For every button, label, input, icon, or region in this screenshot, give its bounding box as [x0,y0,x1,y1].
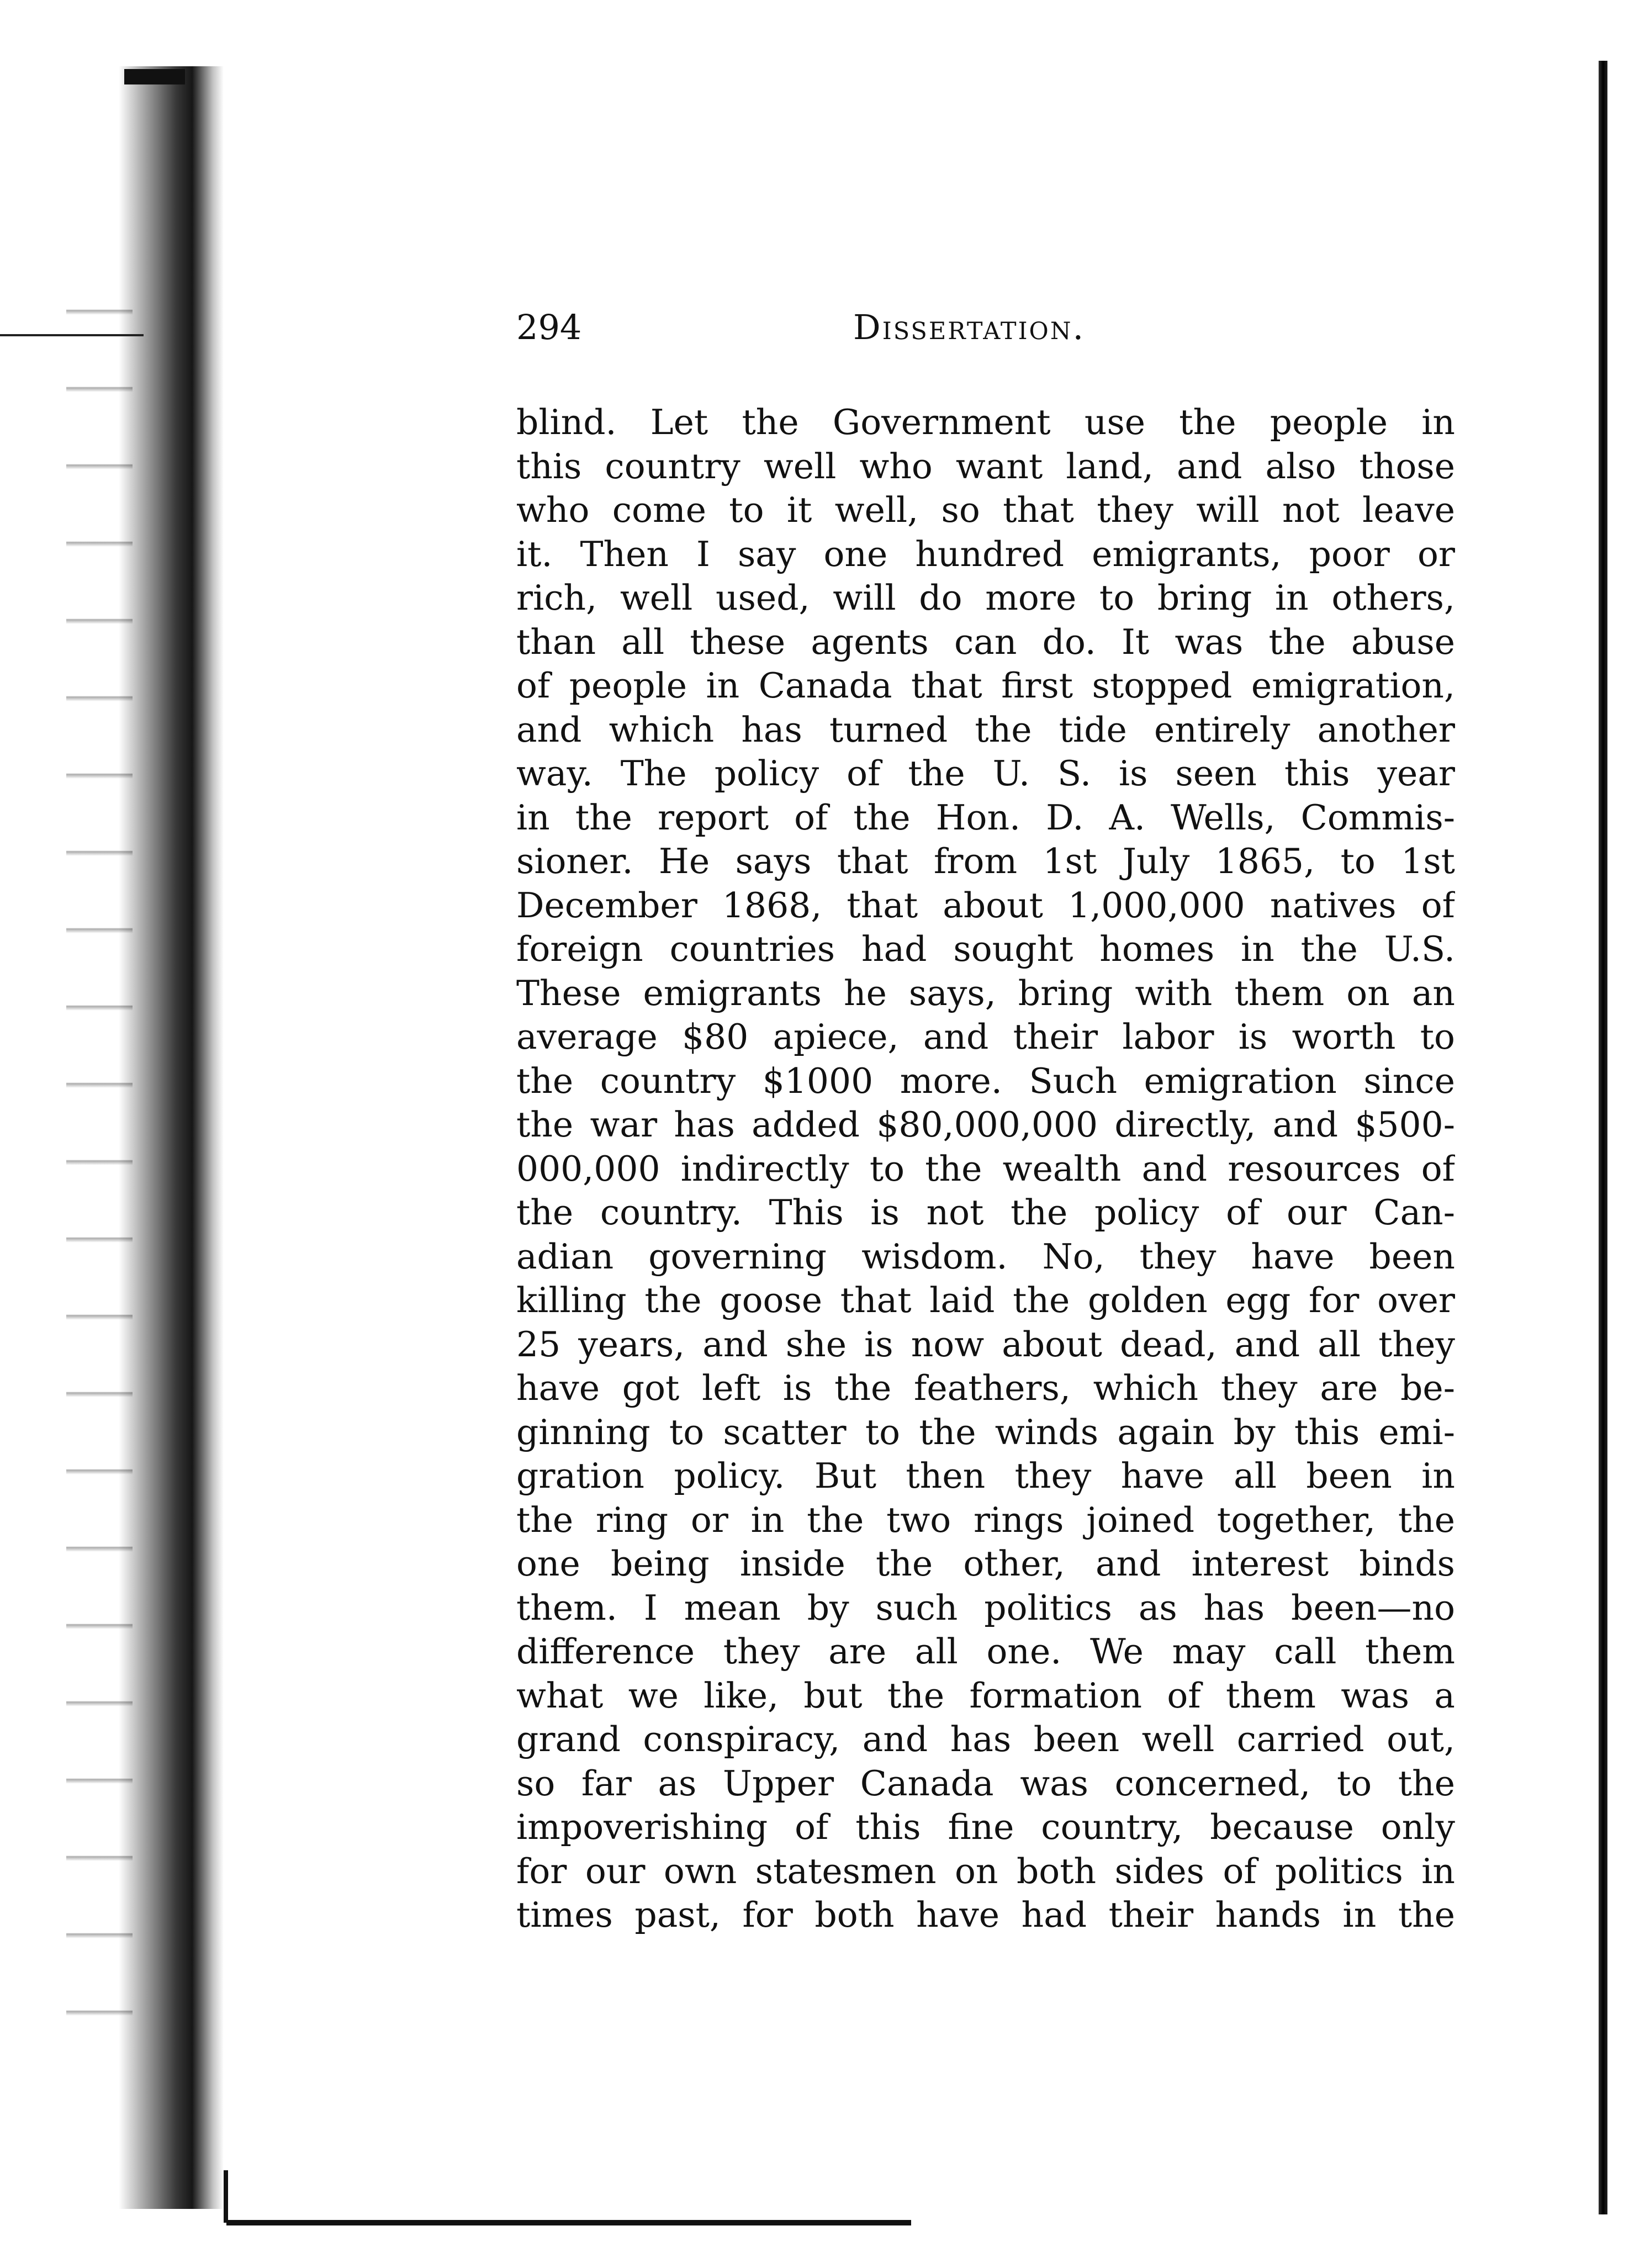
text-line: impoverishing of this fine country, because only [516,1807,1455,1847]
text-line: so far as Upper Canada was concerned, to the [516,1763,1455,1804]
text-line: one being inside the other, and interest binds [516,1543,1455,1584]
text-line: the country. This is not the policy of our Can- [516,1192,1455,1233]
text-line: December 1868, that about 1,000,000 natives of [516,885,1455,926]
text-line: of people in Canada that first stopped emigration, [516,665,1455,706]
binding-artifacts [66,276,133,2043]
text-line: have got left is the feathers, which they are be- [516,1368,1455,1408]
text-line: rich, well used, will do more to bring in others, [516,578,1455,618]
text-line: the war has added $80,000,000 directly, and $500- [516,1104,1455,1145]
text-line: who come to it well, so that they will not leave [516,490,1455,530]
text-line: than all these agents can do. It was the abuse [516,621,1455,662]
text-line: the ring or in the two rings joined together, the [516,1499,1455,1540]
running-title: Dissertation. [853,307,1086,347]
text-line: in the report of the Hon. D. A. Wells, Commis- [516,797,1455,838]
text-line: difference they are all one. We may call them [516,1631,1455,1672]
text-line: gration policy. But then they have all been in [516,1456,1455,1496]
text-line: foreign countries had sought homes in the U.S. [516,929,1455,969]
text-line: killing the goose that laid the golden egg for over [516,1280,1455,1320]
text-line: sioner. He says that from 1st July 1865, to 1st [516,841,1455,881]
text-line: way. The policy of the U. S. is seen this year [516,753,1455,794]
text-line: what we like, but the formation of them was a [516,1675,1455,1716]
text-line: 25 years, and she is now about dead, and all they [516,1324,1455,1365]
text-line: 000,000 indirectly to the wealth and resources of [516,1148,1455,1189]
body-text [516,400,1455,1937]
page-number: 294 [516,307,582,347]
text-line: for our own statesmen on both sides of politics in [516,1851,1455,1891]
text-line: ginning to scatter to the winds again by this emi- [516,1411,1455,1452]
text-line: the country $1000 more. Such emigration since [516,1060,1455,1101]
text-line: adian governing wisdom. No, they have been [516,1236,1455,1277]
text-line: blind. Let the Government use the people in [516,402,1455,442]
bottom-page-edge [226,2220,911,2225]
text-line: this country well who want land, and also those [516,446,1455,487]
text-line: times past, for both have had their hands in the [516,1895,1455,1935]
binding-mark [124,69,185,84]
text-line: it. Then I say one hundred emigrants, poor or [516,533,1455,574]
right-page-edge [1599,61,1607,2214]
text-line: them. I mean by such politics as has been—no [516,1587,1455,1628]
text-line: and which has turned the tide entirely another [516,709,1455,750]
bottom-corner-mark [224,2170,228,2223]
text-line: grand conspiracy, and has been well carried out, [516,1719,1455,1759]
running-header [516,305,1455,355]
margin-rule [0,334,144,336]
text-line: These emigrants he says, bring with them on an [516,972,1455,1013]
binding-shadow [119,66,224,2209]
text-line: average $80 apiece, and their labor is worth to [516,1017,1455,1057]
